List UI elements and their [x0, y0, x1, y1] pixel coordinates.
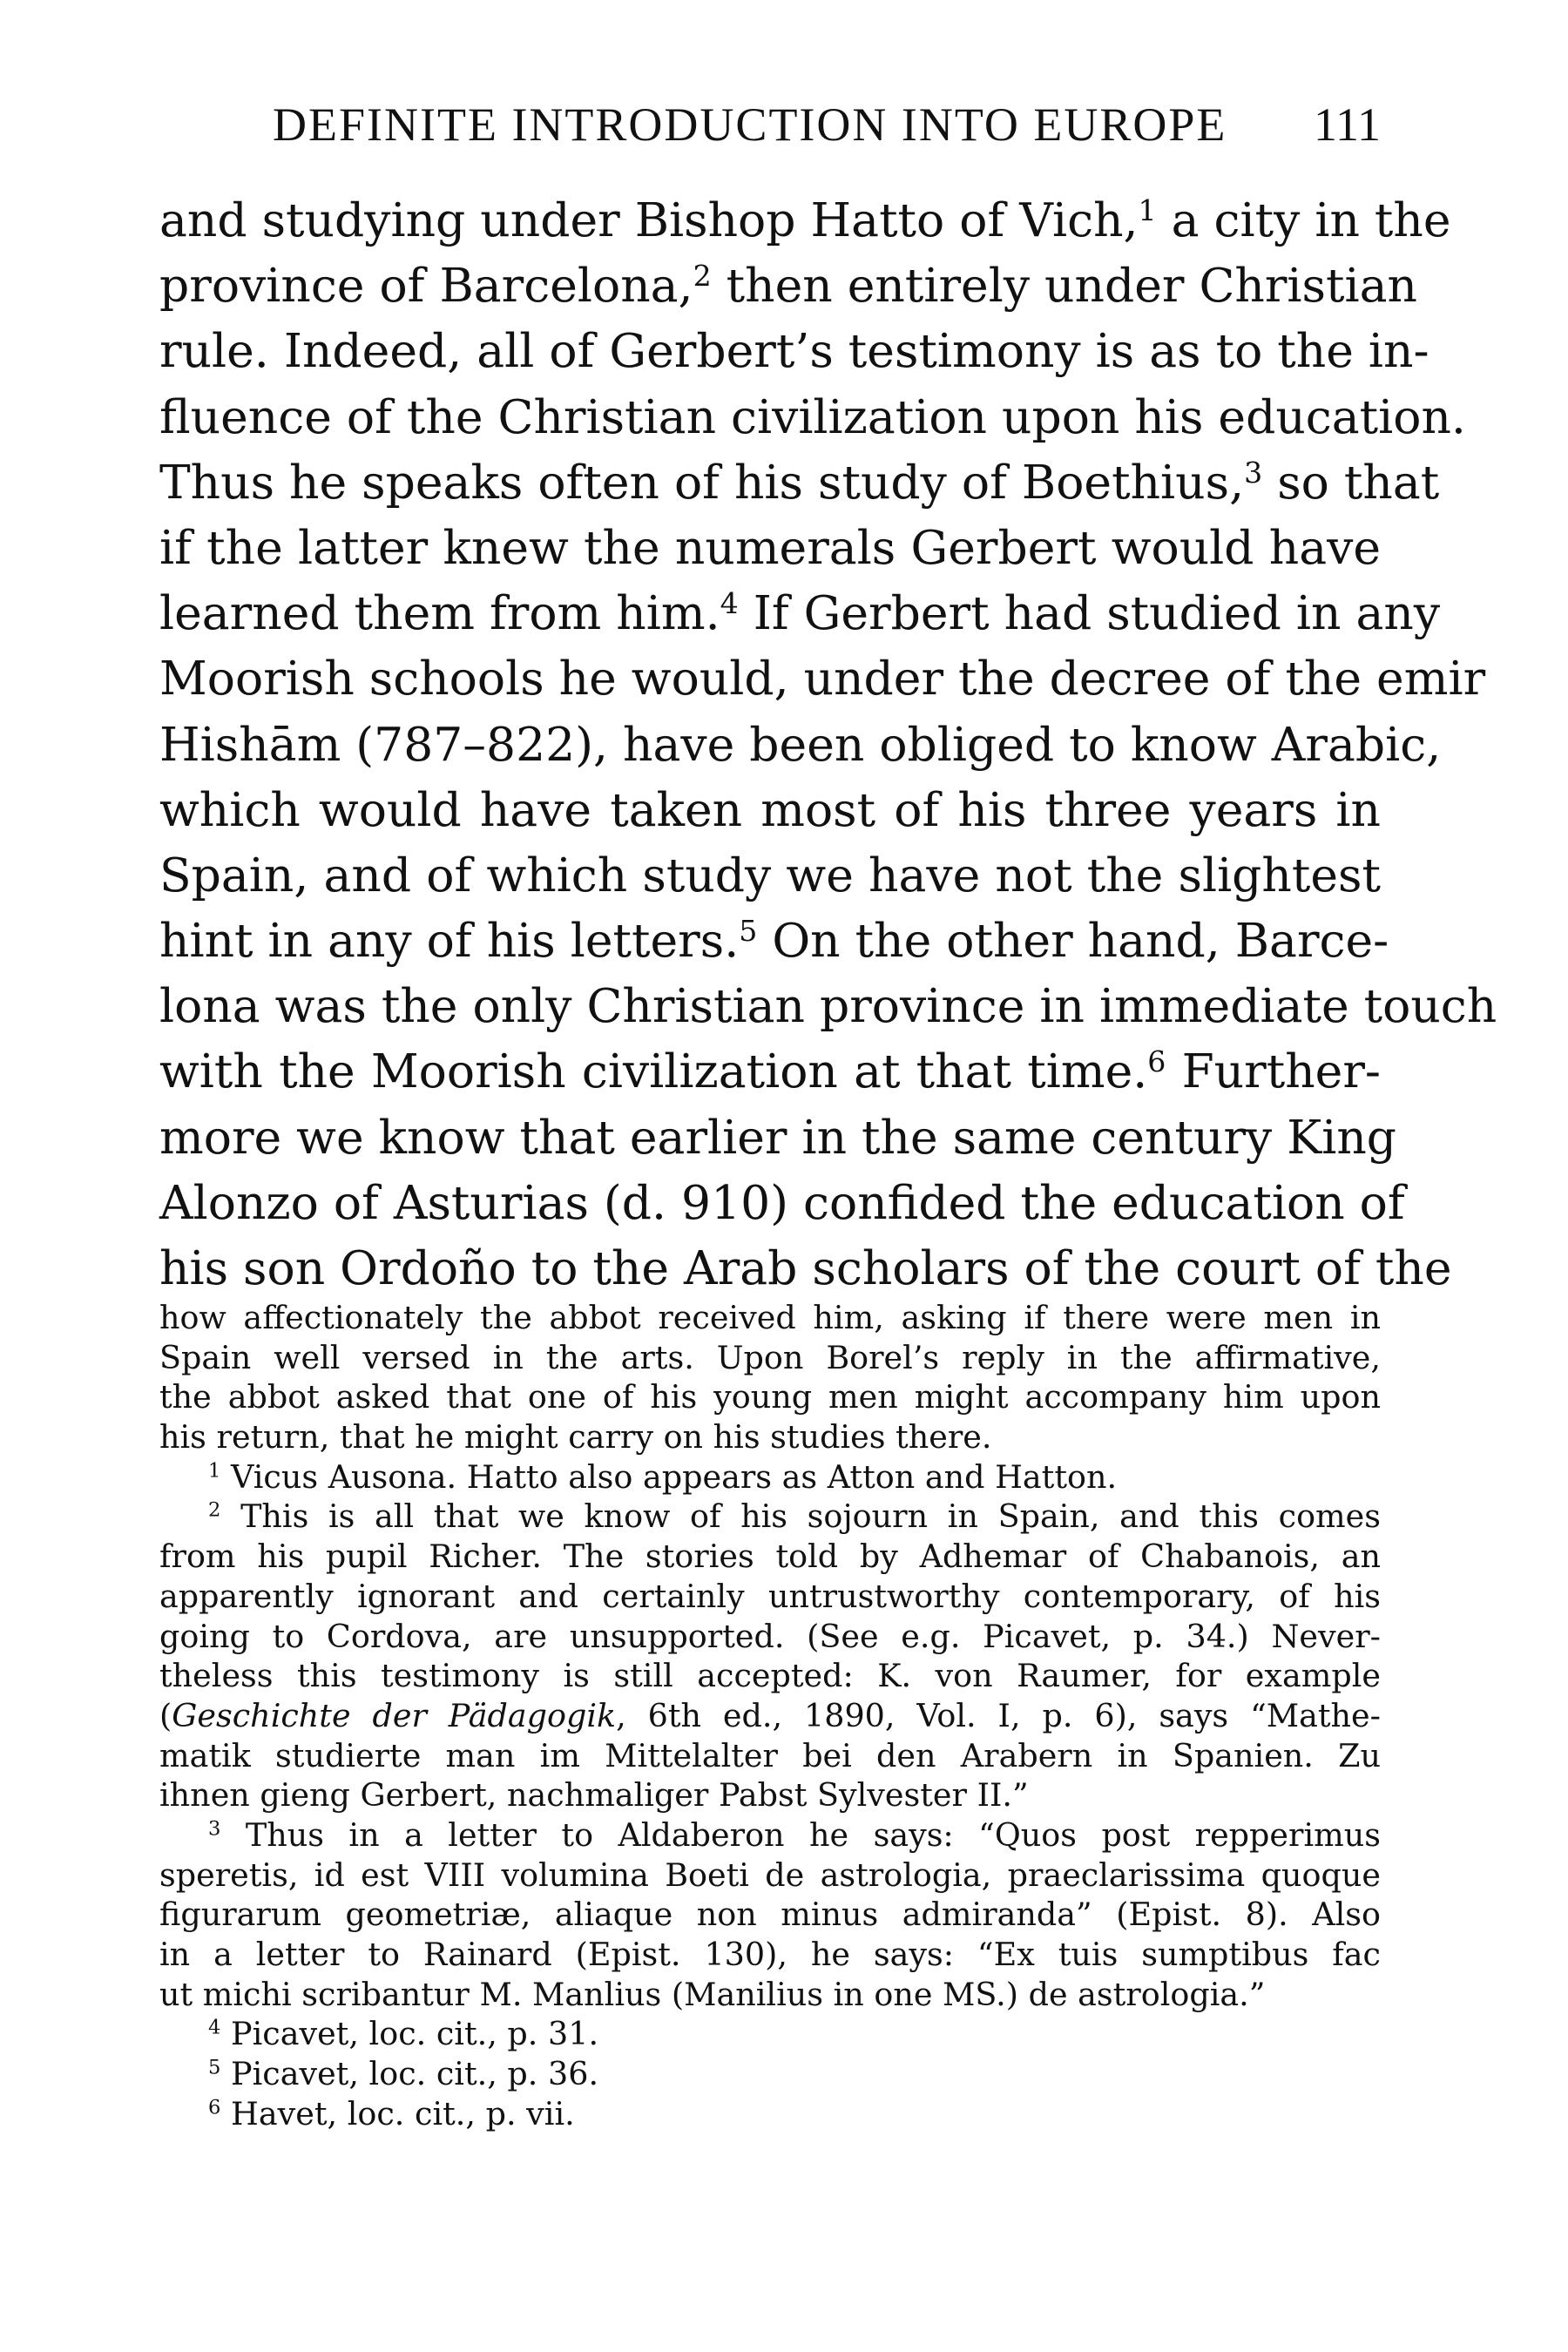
body-line: learned them from him.$^4$ If Gerbert had studied in any — [159, 585, 1441, 641]
body-line: Thus he speaks often of his study of Boethius,$^3$ so that — [159, 454, 1440, 510]
footnote-mark: 3 — [208, 1817, 221, 1841]
body-line: more we know that earlier in the same century King — [159, 1109, 1397, 1165]
footnote-line: (Geschichte der Pädagogik, 6th ed., 1890, Vol. I, p. 6), says “Mathe- — [159, 1696, 1381, 1734]
body-line: Spain, and of which study we have not the slightest — [159, 847, 1381, 902]
body-line: rule. Indeed, all of Gerbert’s testimony is as to the in- — [159, 323, 1429, 379]
footnote-line: theless this testimony is still accepted: K. von Raumer, for example — [159, 1657, 1381, 1695]
footnote-line: his return, that he might carry on his studies there. — [159, 1418, 992, 1456]
main-text — [159, 187, 1497, 1301]
footnote-3: $^3$ Thus in a letter to Aldaberon he says: “Quos post repperimus — [208, 1815, 1381, 1854]
footnote-mark: 4 — [208, 2016, 221, 2039]
footnote-line: ihnen gieng Gerbert, nachmaliger Pabst Sylvester II.” — [159, 1776, 1029, 1815]
body-line: his son Ordoño to the Arab scholars of the court of the — [159, 1240, 1452, 1295]
footnote-line: in a letter to Rainard (Epist. 130), he says: “Ex tuis sumptibus fac — [159, 1936, 1381, 1973]
footnote-line: how affectionately the abbot received him, asking if there were men in — [159, 1299, 1381, 1336]
footnote-ref: 4 — [720, 585, 739, 620]
footnote-line: Spain well versed in the arts. Upon Borel’s reply in the affirmative, — [159, 1338, 1381, 1376]
footnote-mark: 2 — [208, 1499, 221, 1522]
footnote-mark: 1 — [208, 1459, 221, 1483]
chapter-title: DEFINITE INTRODUCTION INTO EUROPE — [273, 98, 1227, 151]
footnote-line: ut michi scribantur M. Manlius (Manilius in one MS.) de astrologia.” — [159, 1975, 1266, 2013]
body-line: lona was the only Christian province in immediate touch — [159, 978, 1497, 1034]
footnote-ref: 5 — [739, 913, 758, 948]
footnote-mark: 6 — [208, 2096, 221, 2119]
body-line: Hishām (787–822), have been obliged to know Arabic, — [159, 716, 1442, 772]
footnote-line: matik studierte man im Mittelalter bei den Arabern in Spanien. Zu — [159, 1736, 1381, 1774]
footnote-5: $^5$ Picavet, loc. cit., p. 36. — [208, 2055, 599, 2093]
body-line: province of Barcelona,$^2$ then entirely under Christian — [159, 258, 1417, 314]
footnote-ref: 3 — [1244, 455, 1263, 490]
footnote-6: $^6$ Havet, loc. cit., p. vii. — [208, 2094, 575, 2132]
footnotes — [159, 1298, 1381, 2133]
body-line: and studying under Bishop Hatto of Vich,$^1$ a city in the — [159, 193, 1451, 247]
footnote-mark: 5 — [208, 2056, 221, 2079]
footnote-line: speretis, id est VIII volumina Boeti de astrologia, praeclarissima quoque — [159, 1855, 1381, 1894]
footnote-line: from his pupil Richer. The stories told by Adhemar of Chabanois, an — [159, 1538, 1381, 1576]
footnote-line: apparently ignorant and certainly untrustworthy contemporary, of his — [159, 1577, 1381, 1615]
footnote-ref: 2 — [693, 258, 712, 293]
footnote-line: figurarum geometriæ, aliaque non minus admiranda” (Epist. 8). Also — [159, 1896, 1381, 1934]
page-number: 111 — [1314, 98, 1381, 151]
footnote-line: going to Cordova, are unsupported. (See e.g. Picavet, p. 34.) Never- — [159, 1617, 1381, 1655]
footnote-ref: 1 — [1138, 193, 1157, 227]
body-line: with the Moorish civilization at that time.$^6$ Further- — [159, 1044, 1381, 1099]
footnote-line: the abbot asked that one of his young men might accompany him upon — [159, 1378, 1381, 1416]
body-line: which would have taken most of his three years in — [159, 781, 1381, 837]
footnote-ref: 6 — [1147, 1044, 1166, 1079]
footnote-1: $^1$ Vicus Ausona. Hatto also appears as Atton and Hatton. — [208, 1457, 1118, 1496]
body-line: Moorish schools he would, under the decree of the emir — [159, 651, 1486, 706]
book-title: Geschichte der Pädagogik — [172, 1696, 617, 1734]
footnote-2: $^2$ This is all that we know of his sojourn in Spain, and this comes — [208, 1497, 1382, 1536]
running-head — [159, 98, 1381, 159]
body-line: Alonzo of Asturias (d. 910) confided the education of — [159, 1174, 1405, 1230]
body-line: if the latter knew the numerals Gerbert would have — [159, 519, 1381, 575]
footnote-4: $^4$ Picavet, loc. cit., p. 31. — [208, 2015, 599, 2053]
body-line: fluence of the Christian civilization upon his education. — [159, 389, 1466, 444]
body-line: hint in any of his letters.$^5$ On the other hand, Barce- — [159, 913, 1389, 969]
